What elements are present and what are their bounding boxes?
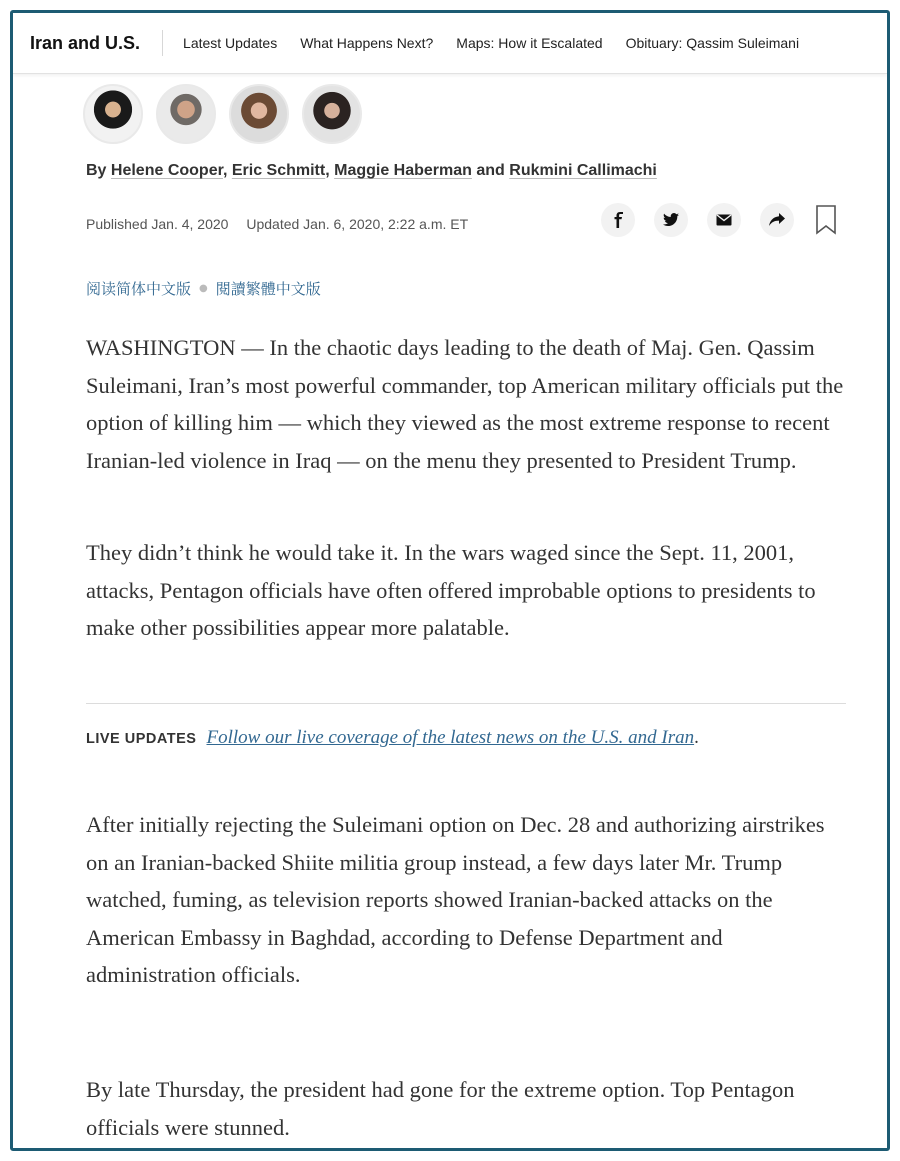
nav-link-maps[interactable]: Maps: How it Escalated — [456, 35, 603, 51]
author-link[interactable]: Maggie Haberman — [334, 162, 472, 179]
byline-prefix: By — [86, 162, 107, 179]
language-separator: ● — [199, 283, 208, 294]
avatar[interactable] — [83, 84, 143, 144]
live-updates-label: LIVE UPDATES — [86, 731, 197, 747]
twitter-icon[interactable] — [654, 203, 688, 237]
share-tools — [601, 203, 837, 237]
byline — [86, 162, 657, 180]
avatar[interactable] — [302, 84, 362, 144]
article-paragraph: WASHINGTON — In the chaotic days leading to the death of Maj. Gen. Qassim Suleimani, Iran’s most powerful commander, top American military officials put the option of killing him — which they viewed as the most extreme response to recent Iranian-led violence in Iraq — on the menu they presented to President Trump. — [86, 335, 844, 473]
divider — [86, 703, 846, 704]
article-paragraph: They didn’t think he would take it. In the wars waged since the Sept. 11, 2001, attacks, Pentagon officials have often offered improbable options to presidents to make other possibilities appear more palatable. — [86, 540, 816, 640]
updated-date: Updated Jan. 6, 2020, 2:22 a.m. ET — [246, 216, 469, 232]
live-updates-promo — [86, 727, 866, 749]
nav-link-obituary[interactable]: Obituary: Qassim Suleimani — [625, 35, 800, 51]
simplified-chinese-link[interactable]: 阅读简体中文版 — [86, 280, 192, 298]
byline-separator: , — [222, 162, 228, 179]
screenshot-frame — [10, 10, 890, 1151]
language-links — [86, 278, 321, 299]
article-dates — [86, 216, 482, 232]
author-avatars — [83, 84, 375, 144]
live-period: . — [694, 727, 699, 748]
bookmark-icon[interactable] — [815, 205, 837, 235]
byline-separator: , — [325, 162, 330, 179]
avatar[interactable] — [156, 84, 216, 144]
top-navigation — [13, 13, 887, 74]
author-link[interactable]: Eric Schmitt — [231, 162, 326, 179]
facebook-icon[interactable] — [601, 203, 635, 237]
share-icon[interactable] — [760, 203, 794, 237]
author-link[interactable]: Helene Cooper — [110, 162, 223, 179]
published-date: Published Jan. 4, 2020 — [86, 216, 229, 232]
article-paragraph: By late Thursday, the president had gone for the extreme option. Top Pentagon officials were stunned. — [86, 1077, 795, 1140]
article-paragraph: After initially rejecting the Suleimani option on Dec. 28 and authorizing airstrikes on an Iranian-backed Shiite militia group instead, a few days later Mr. Trump watched, fuming, as television reports showed Iranian-backed attacks on the American Embassy in Baghdad, according to Defense Department and administration officials. — [86, 812, 825, 987]
avatar[interactable] — [229, 84, 289, 144]
nav-link-latest-updates[interactable]: Latest Updates — [183, 35, 278, 51]
section-brand[interactable]: Iran and U.S. — [13, 30, 163, 56]
live-coverage-link[interactable]: Follow our live coverage of the latest news on the U.S. and Iran — [206, 727, 695, 748]
byline-and: and — [476, 162, 505, 179]
traditional-chinese-link[interactable]: 閱讀繁體中文版 — [215, 280, 321, 298]
author-link[interactable]: Rukmini Callimachi — [509, 162, 657, 179]
email-icon[interactable] — [707, 203, 741, 237]
nav-link-what-happens-next[interactable]: What Happens Next? — [300, 35, 434, 51]
